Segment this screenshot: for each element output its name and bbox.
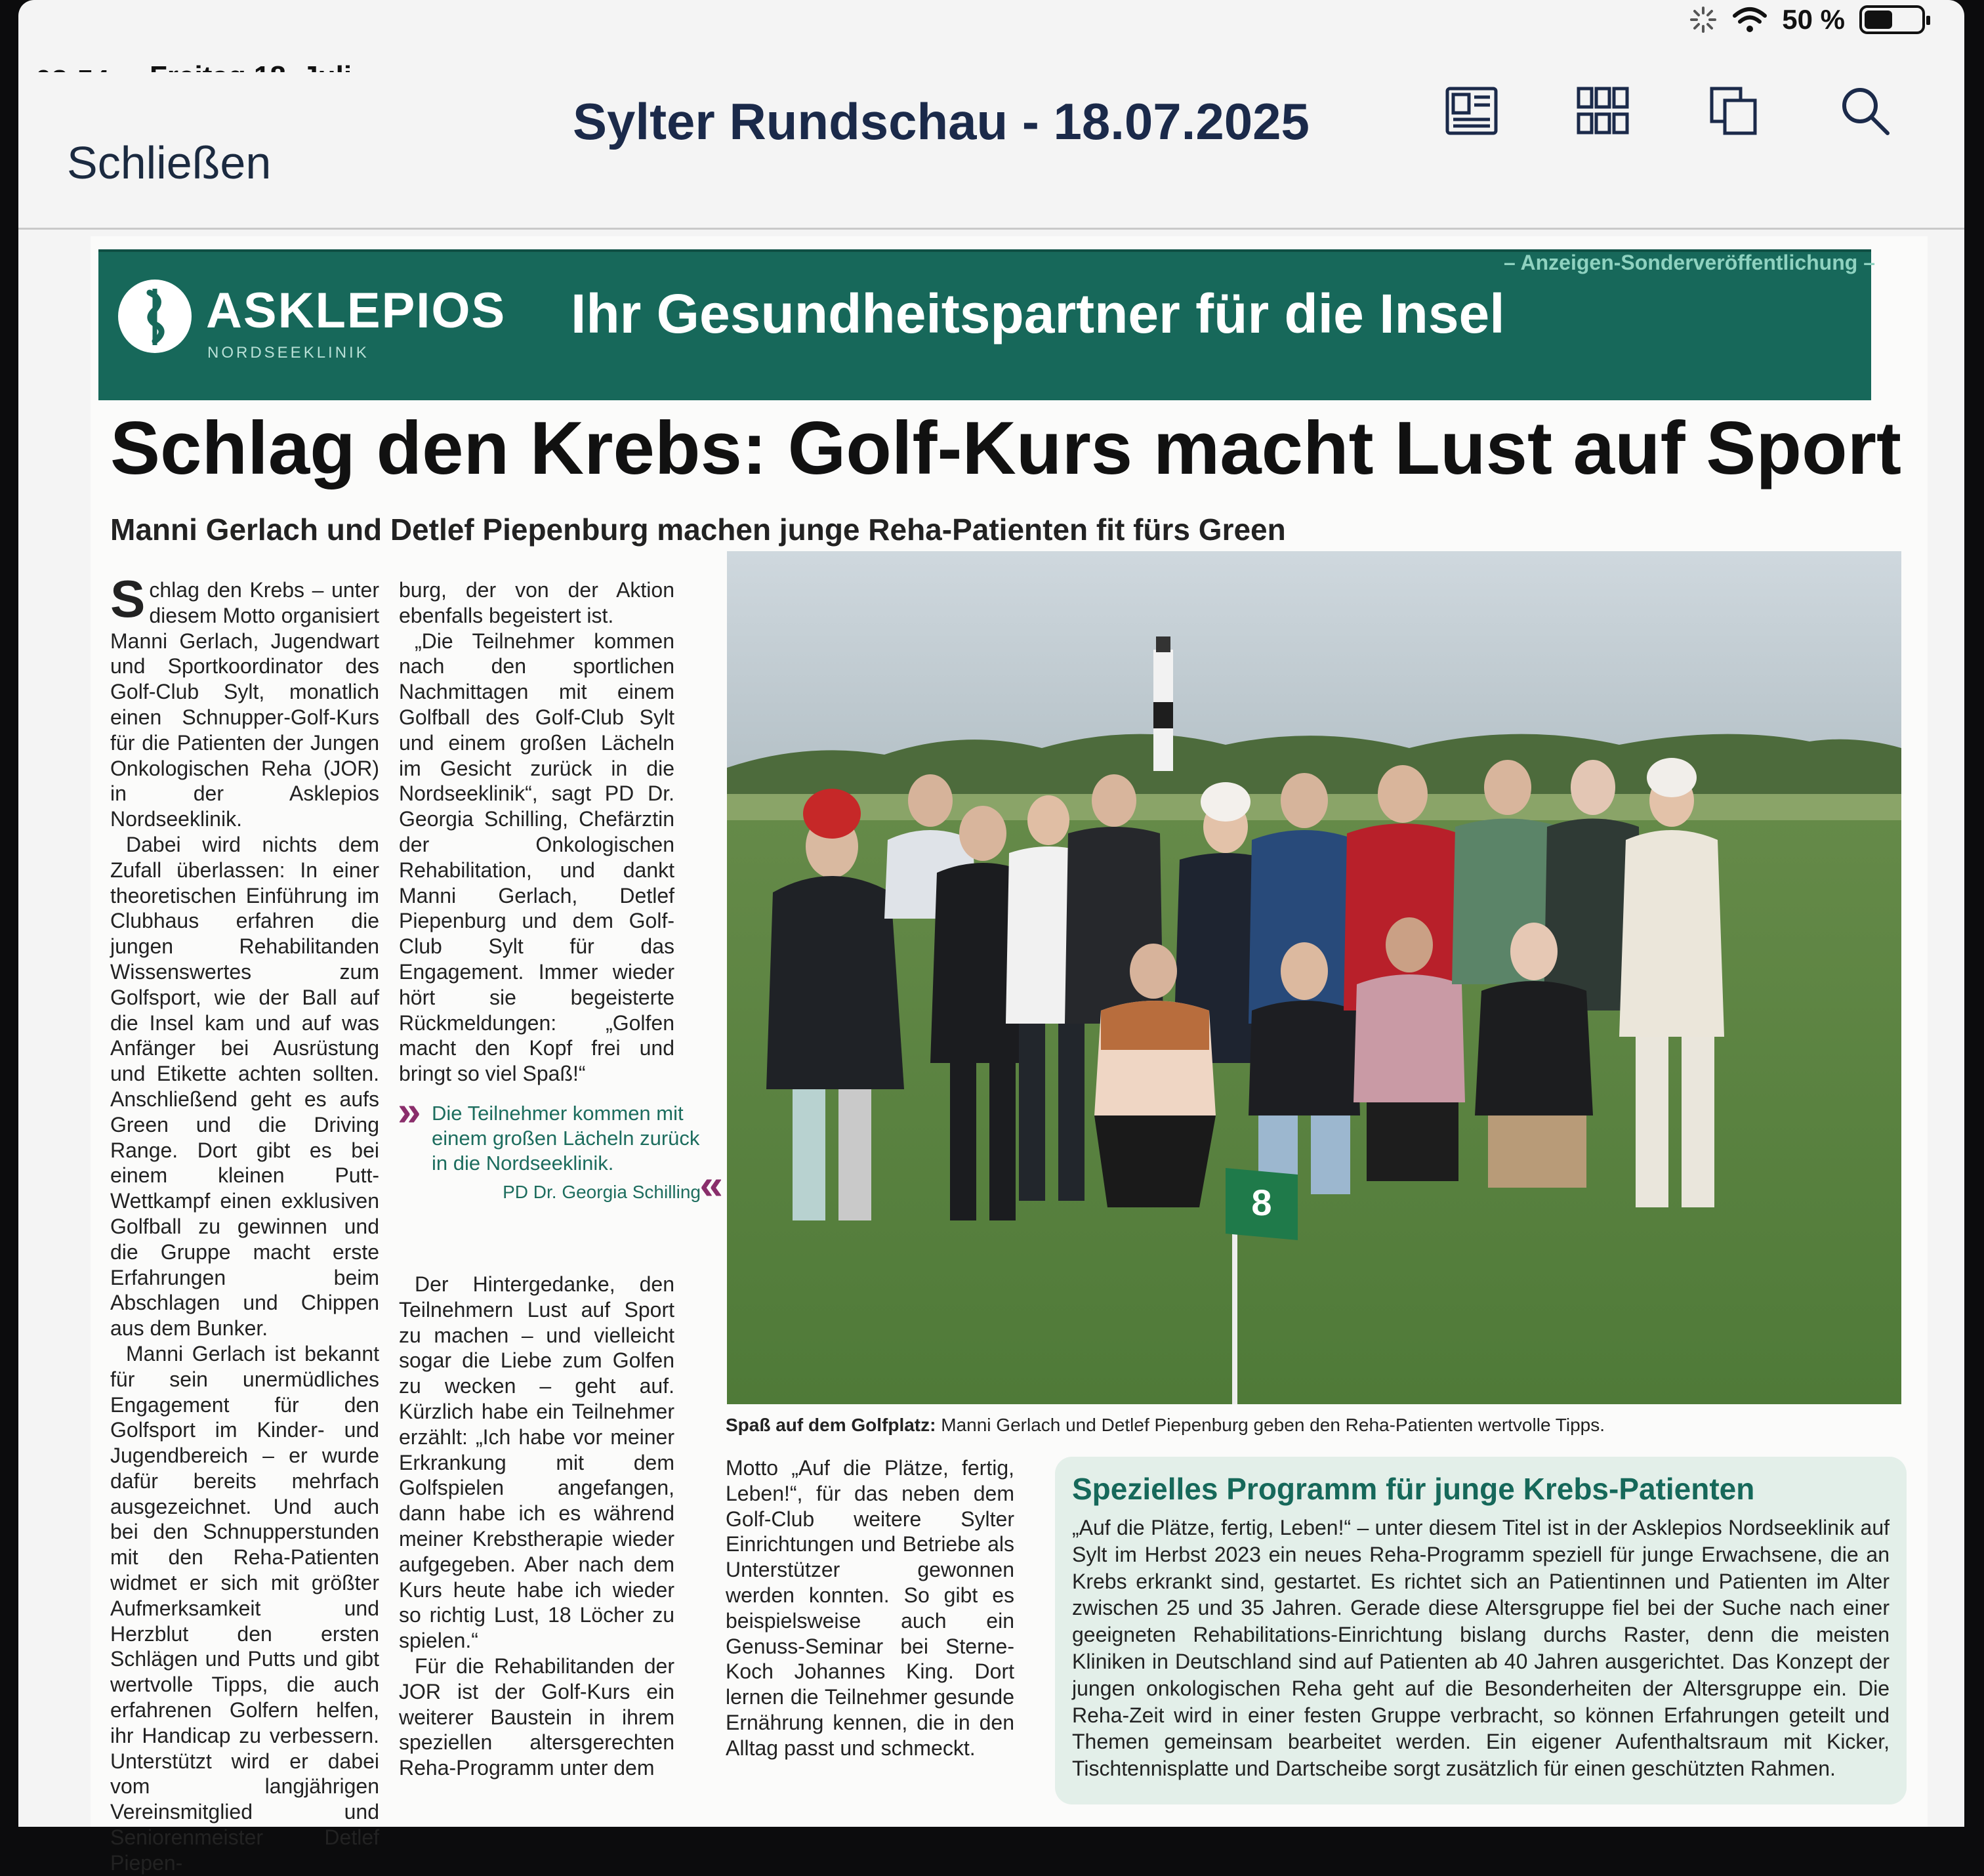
col2-paragraph-2: „Die Teilnehmer kommen nach den sportlichen Nachmittagen mit einem Golfball des Golf-Club Sylt und einem großen Lächeln im Gesicht zurück in die Nordseeklinik“, sagt PD Dr. Georgia Schilling, Chefärztin der Onkologischen Rehabilitation, und dankt Manni Gerlach, Detlef Piepenburg und dem Golf-Club Sylt für das Engagement. Immer wieder hört sie begeisterte Rückmeldungen: „Golfen macht den Kopf frei und bringt so viel Spaß!“ <box>399 629 674 1086</box>
publication-title: Sylter Rundschau - 18.07.2025 <box>573 93 1310 150</box>
article-headline: Schlag den Krebs: Golf-Kurs macht Lust auf Sport <box>110 407 1901 490</box>
article-column-1 <box>110 570 379 1876</box>
dropcap: S <box>110 570 146 628</box>
ipad-screen <box>18 0 1964 1875</box>
newspaper-page <box>91 236 1928 1875</box>
article-column-3 <box>726 1455 1014 1761</box>
brand-name: ASKLEPIOS <box>206 283 506 339</box>
col3-paragraph-1: Motto „Auf die Plätze, fertig, Leben!“, für das neben dem Golf-Club weitere Sylter Einrichtungen und Betriebe als Unterstützer gewonnen werden konnten. So gibt es beispielsweise auch ein Genuss-Seminar bei Sterne-Koch Johannes King. Dort lernen die Teilnehmer gesunde Ernährung kennen, die in den Alltag passt und schmeckt. <box>726 1456 1014 1760</box>
activity-spinner-icon <box>1689 5 1718 34</box>
search-icon[interactable] <box>1838 84 1892 138</box>
caption-text: Manni Gerlach und Detlef Piepenburg geben den Reha-Patienten wertvolle Tipps. <box>941 1415 1605 1435</box>
col2-paragraph-3: Der Hintergedanke, den Teilnehmern Lust auf Sport zu machen – und vielleicht sogar die Liebe zum Golfen zu wecken – geht auf. Kürzlich habe ein Teilnehmer erzählt: „Ich habe vor meiner Erkrankung mit dem Golfspielen angefangen, dann habe ich es während meiner Krebstherapie wieder aufgegeben. Aber nach dem Kurs heute habe ich wieder so richtig Lust, 18 Löcher zu spielen.“ <box>399 1272 674 1653</box>
status-indicators <box>1689 4 1925 35</box>
caption-lead: Spaß auf dem Golfplatz: <box>726 1415 936 1435</box>
asklepios-logo-icon <box>118 280 192 353</box>
col2-paragraph-1: burg, der von der Aktion ebenfalls begeistert ist. <box>399 578 674 627</box>
brand-subtitle: NORDSEEKLINIK <box>207 344 369 362</box>
quote-text: Die Teilnehmer kommen mit einem großen Lächeln zurück in die Nordseeklinik. <box>432 1102 700 1175</box>
info-box-title: Spezielles Programm für junge Krebs-Patienten <box>1072 1472 1755 1506</box>
pages-icon[interactable] <box>1707 84 1761 138</box>
col2-paragraph-4: Für die Rehabilitanden der JOR ist der Golf-Kurs ein weiterer Baustein in ihrem speziellen altersgerechten Reha-Programm unter dem <box>399 1654 674 1780</box>
reader-toolbar <box>18 72 1964 230</box>
grid-view-icon[interactable] <box>1576 84 1630 138</box>
layout-view-icon[interactable] <box>1445 84 1498 138</box>
col1-paragraph-2: Dabei wird nichts dem Zufall überlassen: In einer theoretischen Einführung im Clubhaus erfahren die jungen Rehabilitanden Wissenswertes zum Golfsport, wie der Ball auf die Insel kam und auf was Anfänger bei Ausrüstung und Etikette achten sollten. Anschließend geht es aufs Green und die Driving Range. Dort gibt es bei einem kleinen Putt-Wettkampf einen exklusiven Golfball zu gewinnen und die Gruppe macht erste Erfahrungen beim Abschlagen und Chippen aus dem Bunker. <box>110 832 379 1341</box>
toolbar-icons <box>1445 84 1892 138</box>
quote-open-mark: » <box>398 1087 421 1135</box>
banner-slogan: Ihr Gesundheitspartner für die Insel <box>571 283 1505 344</box>
col1-paragraph-1: chlag den Krebs – unter diesem Motto organisiert Manni Gerlach, Jugendwart und Sportkoordinator des Golf-Club Sylt, monatlich einen Schnupper-Golf-Kurs für die Patienten der Jungen Onkologischen Reha (JOR) in der Asklepios Nordseeklinik. <box>110 578 379 831</box>
battery-percent: 50 % <box>1782 4 1845 35</box>
close-button[interactable]: Schließen <box>67 137 272 188</box>
group-photo <box>727 551 1901 1404</box>
ad-label: – Anzeigen-Sonderveröffentlichung – <box>1504 251 1875 274</box>
quote-close-mark: « <box>699 1161 723 1208</box>
article-subheadline: Manni Gerlach und Detlef Piepenburg machen junge Reha-Patienten fit fürs Green <box>110 512 1286 547</box>
status-bar <box>18 0 1964 72</box>
info-box-text: „Auf die Plätze, fertig, Leben!“ – unter diesem Titel ist in der Asklepios Nordseeklinik auf Sylt im Herbst 2023 ein neues Reha-Programm speziell für junge Erwachsene, die an Krebs erkrankt sind, gestartet. Es richtet sich an Patientinnen und Patienten im Alter zwischen 25 und 35 Jahren. Gerade diese Altersgruppe fiel bei der Suche nach einer geeigneten Rehabilitations-Einrichtung bislang durchs Raster, denn die meisten Kliniken in Deutschland sind auf Patienten ab 40 Jahren ausgerichtet. Das Konzept der jungen onkologischen Reha geht auf die Besonderheiten der Altersgruppe ein. Die Reha-Zeit wird in einer festen Gruppe verbracht, so können Erfahrungen geteilt und Themen gemeinsam bearbeitet werden. Ein eigener Aufenthaltsraum mit Kicker, Tischtennisplatte und Dartscheibe sorgt zusätzlich für einen geschützten Rahmen. <box>1072 1516 1890 1781</box>
photo-caption <box>726 1415 1605 1436</box>
pull-quote <box>398 1087 723 1208</box>
wifi-icon <box>1732 5 1767 34</box>
article-column-2-bottom <box>399 1272 674 1781</box>
battery-icon <box>1859 5 1925 34</box>
battery-fill <box>1865 10 1892 29</box>
article-column-2-top <box>399 577 674 1087</box>
info-box <box>1055 1457 1907 1804</box>
flag-number: 8 <box>1251 1182 1272 1223</box>
quote-author: PD Dr. Georgia Schilling <box>503 1182 701 1202</box>
col1-paragraph-3: Manni Gerlach ist bekannt für sein unermüdliches Engagement für den Golfsport im Kinder- und Jugendbereich – er wurde dafür bereits mehrfach ausgezeichnet. Und auch bei den Schnupperstunden mit den Reha-Patienten widmet er sich mit größter Aufmerksamkeit und Herzblut den ersten Schlägen und Putts und gibt wertvolle Tipps, die auch erfahrenen Golfern helfen, ihr Handicap zu verbessern. Unterstützt wird er dabei vom langjährigen Vereinsmitglied und Seniorenmeister Detlef Piepen- <box>110 1341 379 1875</box>
